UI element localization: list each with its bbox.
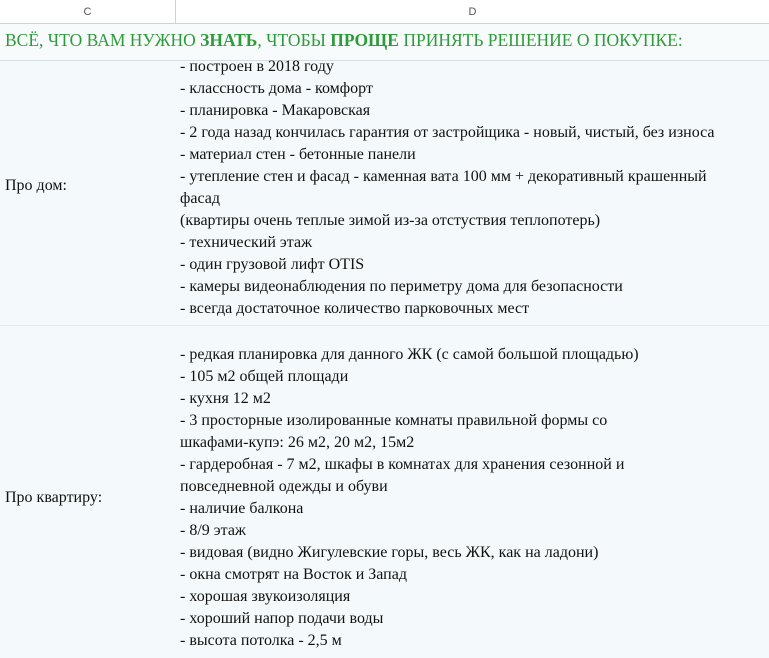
- flat-detail-line: - хороший напор подачи воды: [180, 610, 384, 627]
- headline-bold-2: ПРОЩЕ: [330, 30, 399, 50]
- flat-details-cell[interactable]: [176, 326, 769, 658]
- house-detail-line: - всегда достаточное количество парковочных мест: [180, 300, 530, 317]
- house-detail-line: - утепление стен и фасад - каменная вата 100 мм + декоративный крашенный: [180, 168, 707, 185]
- house-row: [0, 58, 769, 326]
- headline-text-2: , ЧТОБЫ: [257, 30, 331, 50]
- flat-row: [0, 326, 769, 658]
- house-label-cell[interactable]: [0, 61, 176, 325]
- house-label: Про дом:: [5, 177, 67, 194]
- column-header-d[interactable]: D: [468, 6, 477, 18]
- headline-bold-1: ЗНАТЬ: [200, 30, 258, 50]
- flat-detail-line: шкафами-купэ: 26 м2, 20 м2, 15м2: [180, 434, 415, 451]
- flat-detail-line: - окна смотрят на Восток и Запад: [180, 566, 407, 583]
- house-detail-line: - классность дома - комфорт: [180, 80, 373, 97]
- flat-detail-line: - 8/9 этаж: [180, 522, 246, 539]
- column-header-row: [0, 0, 769, 24]
- flat-detail-line: - 105 м2 общей площади: [180, 368, 349, 385]
- flat-label: Про квартиру:: [5, 489, 103, 506]
- headline-text-1: ВСЁ, ЧТО ВАМ НУЖНО: [5, 30, 201, 50]
- flat-detail-line: - высота потолка - 2,5 м: [180, 632, 342, 649]
- house-detail-line: - технический этаж: [180, 234, 313, 251]
- flat-detail-line: повседневной одежды и обуви: [180, 478, 388, 495]
- flat-detail-line: - кухня 12 м2: [180, 390, 271, 407]
- flat-detail-line: - наличие балкона: [180, 500, 304, 517]
- house-detail-line: (квартиры очень теплые зимой из-за отстуствия теплопотерь): [180, 212, 601, 229]
- house-details-cell[interactable]: [176, 56, 769, 320]
- headline-text-3: ПРИНЯТЬ РЕШЕНИЕ О ПОКУПКЕ:: [398, 30, 683, 50]
- house-detail-line: - один грузовой лифт OTIS: [180, 256, 365, 273]
- house-detail-line: - материал стен - бетонные панели: [180, 146, 416, 163]
- house-detail-line: фасад: [180, 190, 221, 207]
- house-detail-line: - построен в 2018 году: [180, 58, 334, 75]
- flat-detail-line: - 3 просторные изолированные комнаты правильной формы со: [180, 412, 608, 429]
- house-detail-line: - планировка - Макаровская: [180, 102, 371, 119]
- house-detail-line: - 2 года назад кончилась гарантия от застройщика - новый, чистый, без износа: [180, 124, 715, 141]
- house-detail-line: - камеры видеонаблюдения по периметру дома для безопасности: [180, 278, 623, 295]
- flat-detail-line: - гардеробная - 7 м2, шкафы в комнатах для хранения сезонной и: [180, 456, 625, 473]
- column-header-c[interactable]: C: [0, 0, 176, 24]
- flat-detail-line: - редкая планировка для данного ЖК (с самой большой площадью): [180, 346, 639, 363]
- flat-detail-line: - хорошая звукоизоляция: [180, 588, 351, 605]
- flat-detail-line: - видовая (видно Жигулевские горы, весь ЖК, как на ладони): [180, 544, 599, 561]
- flat-label-cell[interactable]: [0, 326, 176, 658]
